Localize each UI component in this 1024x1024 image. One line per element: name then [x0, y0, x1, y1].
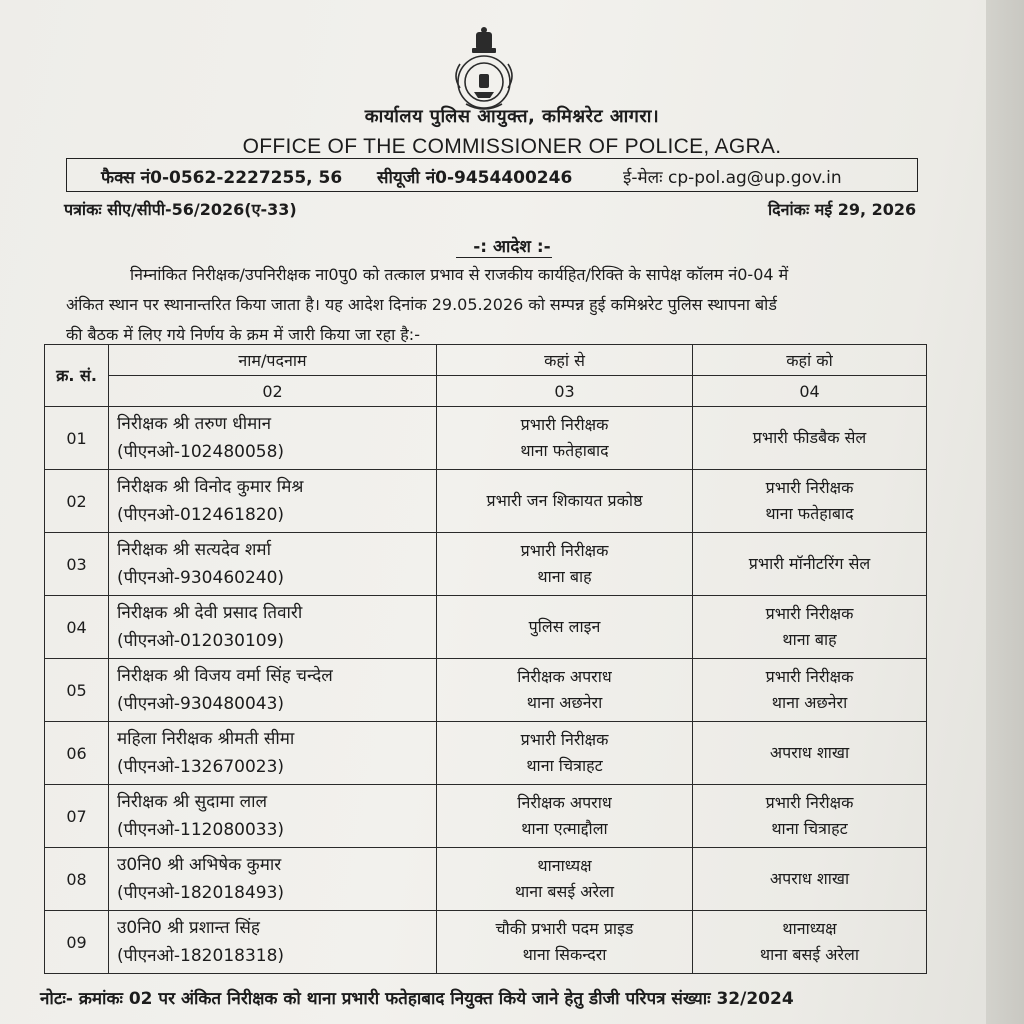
to-cell	[693, 470, 927, 533]
table-row	[45, 470, 927, 533]
name-cell	[109, 407, 437, 470]
serial-cell: 02	[45, 470, 109, 533]
to-line: अपराध शाखा	[769, 743, 850, 762]
to-line: थाना फतेहाबाद	[765, 504, 854, 523]
order-date: दिनांकः मई 29, 2026	[768, 200, 917, 219]
table-row	[45, 911, 927, 974]
from-cell	[437, 911, 693, 974]
header-name: नाम/पदनाम	[109, 345, 437, 376]
officer-name: उ0नि0 श्री प्रशान्त सिंह	[117, 918, 260, 938]
to-line: प्रभारी फीडबैक सेल	[752, 428, 867, 447]
from-line: थाना बसई अरेला	[514, 882, 615, 901]
to-line: थाना अछनेरा	[771, 693, 848, 712]
fax-number: फैक्स नं0-0562-2227255, 56	[101, 168, 343, 188]
name-cell	[109, 848, 437, 911]
to-line: अपराध शाखा	[769, 869, 850, 888]
from-line: प्रभारी निरीक्षक	[520, 541, 609, 560]
transfer-table	[44, 344, 927, 974]
header-from: कहां से	[437, 345, 693, 376]
serial-cell: 07	[45, 785, 109, 848]
name-cell	[109, 911, 437, 974]
to-cell	[693, 533, 927, 596]
from-line: पुलिस लाइन	[528, 617, 601, 636]
name-cell	[109, 533, 437, 596]
serial-cell: 04	[45, 596, 109, 659]
to-line: प्रभारी मॉनीटरिंग सेल	[748, 554, 871, 573]
officer-name: उ0नि0 श्री अभिषेक कुमार	[117, 855, 282, 875]
footer-note: नोटः- क्रमांकः 02 पर अंकित निरीक्षक को थाना प्रभारी फतेहाबाद नियुक्त किये जाने हेतु डीजी परिपत्र संख्याः 32/2024	[40, 989, 794, 1009]
officer-pno: (पीएनओ-112080033)	[117, 820, 285, 840]
header-serial: क्र. सं.	[45, 345, 109, 407]
table-row	[45, 407, 927, 470]
to-line: थाना बसई अरेला	[759, 945, 860, 964]
name-cell	[109, 659, 437, 722]
order-line: की बैठक में लिए गये निर्णय के क्रम में जारी किया जा रहा है:-	[66, 325, 420, 344]
name-cell	[109, 722, 437, 785]
name-cell	[109, 596, 437, 659]
from-cell	[437, 722, 693, 785]
up-police-emblem-icon	[446, 26, 522, 116]
officer-name: निरीक्षक श्री विनोद कुमार मिश्र	[117, 477, 304, 497]
contact-box	[66, 158, 918, 192]
heading-underline	[456, 257, 552, 258]
from-line: निरीक्षक अपराध	[517, 667, 612, 686]
to-line: प्रभारी निरीक्षक	[765, 667, 854, 686]
officer-name: महिला निरीक्षक श्रीमती सीमा	[117, 729, 295, 749]
officer-pno: (पीएनओ-182018493)	[117, 883, 285, 903]
email-address: ई-मेलः cp-pol.ag@up.gov.in	[623, 168, 842, 188]
name-cell	[109, 470, 437, 533]
from-cell	[437, 848, 693, 911]
to-line: प्रभारी निरीक्षक	[765, 793, 854, 812]
table-row	[45, 848, 927, 911]
name-cell	[109, 785, 437, 848]
table-row	[45, 785, 927, 848]
officer-pno: (पीएनओ-012461820)	[117, 505, 285, 525]
from-line: थाना सिकन्दरा	[522, 945, 607, 964]
office-title-english: OFFICE OF THE COMMISSIONER OF POLICE, AGRA.	[242, 135, 782, 158]
serial-cell: 06	[45, 722, 109, 785]
reference-number: पत्रांकः सीए/सीपी-56/2026(ए-33)	[64, 200, 297, 219]
officer-name: निरीक्षक श्री सत्यदेव शर्मा	[117, 540, 271, 560]
order-paragraph	[66, 260, 924, 350]
to-cell	[693, 848, 927, 911]
to-cell	[693, 407, 927, 470]
officer-pno: (पीएनओ-132670023)	[117, 757, 285, 777]
to-cell	[693, 596, 927, 659]
to-cell	[693, 722, 927, 785]
to-line: थाना चित्राहट	[771, 819, 848, 838]
from-cell	[437, 533, 693, 596]
from-cell	[437, 785, 693, 848]
to-cell	[693, 785, 927, 848]
from-line: थाना चित्राहट	[526, 756, 603, 775]
order-line: अंकित स्थान पर स्थानान्तरित किया जाता है। यह आदेश दिनांक 29.05.2026 को सम्पन्न हुई कमिश्नरेट पुलिस स्थापना बोर्ड	[66, 295, 777, 314]
office-title-hindi: कार्यालय पुलिस आयुक्त, कमिश्नरेट आगरा।	[364, 106, 660, 127]
to-line: प्रभारी निरीक्षक	[765, 604, 854, 623]
from-cell	[437, 407, 693, 470]
to-cell	[693, 659, 927, 722]
from-cell	[437, 659, 693, 722]
to-line: प्रभारी निरीक्षक	[765, 478, 854, 497]
serial-cell: 08	[45, 848, 109, 911]
table-row	[45, 722, 927, 785]
from-line: निरीक्षक अपराध	[517, 793, 612, 812]
officer-pno: (पीएनओ-102480058)	[117, 442, 285, 462]
from-line: थाना एत्माद्दौला	[521, 819, 608, 838]
officer-name: निरीक्षक श्री विजय वर्मा सिंह चन्देल	[117, 666, 333, 686]
officer-pno: (पीएनओ-182018318)	[117, 946, 285, 966]
serial-cell: 09	[45, 911, 109, 974]
serial-cell: 05	[45, 659, 109, 722]
officer-name: निरीक्षक श्री देवी प्रसाद तिवारी	[117, 603, 303, 623]
cug-number: सीयूजी नं0-9454400246	[377, 168, 573, 188]
from-cell	[437, 596, 693, 659]
order-line: निम्नांकित निरीक्षक/उपनिरीक्षक ना0पु0 को तत्काल प्रभाव से राजकीय कार्यहित/रिक्ति के सापेक्ष कॉलम नं0-04 में	[130, 265, 789, 284]
officer-pno: (पीएनओ-012030109)	[117, 631, 285, 651]
table-row	[45, 533, 927, 596]
table-row	[45, 596, 927, 659]
header-to: कहां को	[693, 345, 927, 376]
officer-pno: (पीएनओ-930460240)	[117, 568, 285, 588]
officer-pno: (पीएनओ-930480043)	[117, 694, 285, 714]
from-line: थाना बाह	[537, 567, 592, 586]
to-cell	[693, 911, 927, 974]
serial-cell: 01	[45, 407, 109, 470]
col-number-02: 02	[109, 376, 437, 407]
to-line: थाना बाह	[782, 630, 837, 649]
from-line: थाना अछनेरा	[526, 693, 603, 712]
col-number-03: 03	[437, 376, 693, 407]
table-row	[45, 659, 927, 722]
col-number-04: 04	[693, 376, 927, 407]
from-line: चौकी प्रभारी पदम प्राइड	[495, 919, 634, 938]
from-line: प्रभारी जन शिकायत प्रकोष्ठ	[486, 491, 643, 510]
serial-cell: 03	[45, 533, 109, 596]
to-line: थानाध्यक्ष	[782, 919, 837, 938]
officer-name: निरीक्षक श्री तरुण धीमान	[117, 414, 272, 434]
from-line: थाना फतेहाबाद	[520, 441, 609, 460]
officer-name: निरीक्षक श्री सुदामा लाल	[117, 792, 268, 812]
from-line: प्रभारी निरीक्षक	[520, 730, 609, 749]
from-line: थानाध्यक्ष	[537, 856, 592, 875]
order-heading: -: आदेश :-	[473, 237, 551, 257]
from-line: प्रभारी निरीक्षक	[520, 415, 609, 434]
from-cell	[437, 470, 693, 533]
